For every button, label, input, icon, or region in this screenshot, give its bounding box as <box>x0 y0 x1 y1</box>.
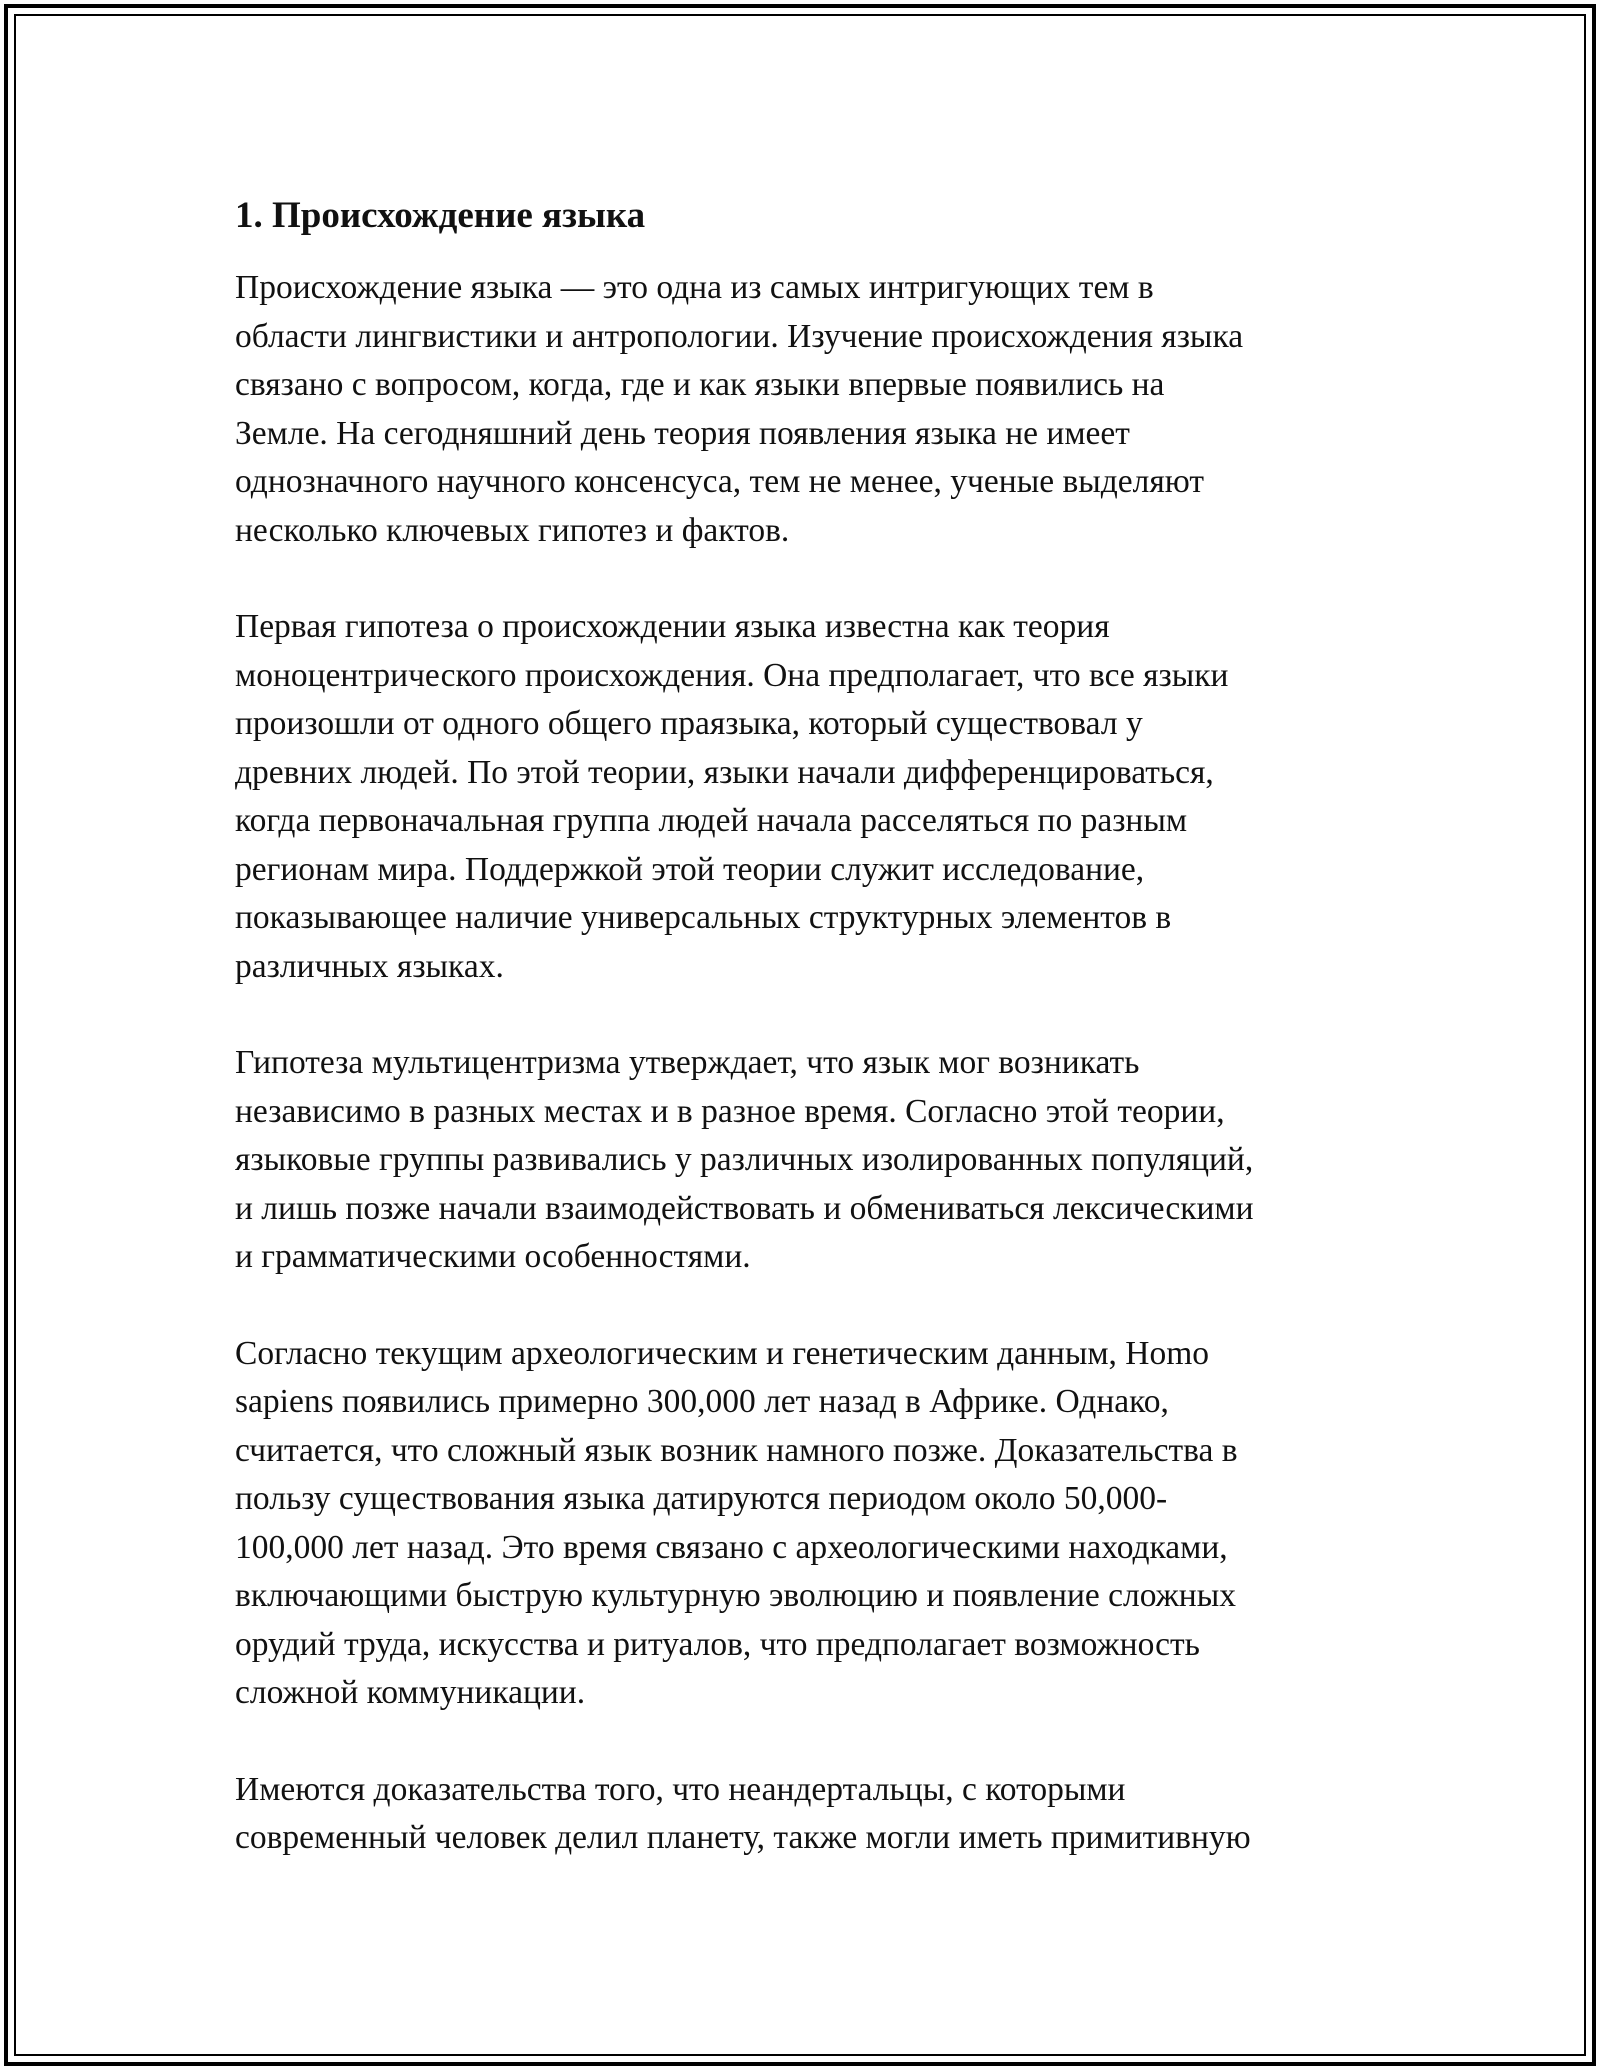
text-line: сложной коммуникации. <box>235 1674 586 1711</box>
text-line: когда первоначальная группа людей начала расселяться по разным <box>235 802 1188 839</box>
text-line: показывающее наличие универсальных структурных элементов в <box>235 899 1172 936</box>
text-line: и грамматическими особенностями. <box>235 1238 751 1275</box>
paragraph-1 <box>235 264 1365 555</box>
text-line: различных языках. <box>235 947 504 985</box>
text-line: орудий труда, искусства и ритуалов, что предполагает возможность <box>235 1625 1200 1663</box>
text-line: Имеются доказательства того, что неандертальцы, с которыми <box>235 1770 1126 1808</box>
paragraph-3 <box>235 1039 1365 1282</box>
text-line: произошли от одного общего праязыка, который существовал у <box>235 705 1143 742</box>
text-line: Земле. На сегодняшний день теория появления языка не имеет <box>235 414 1130 452</box>
text-line: однозначного научного консенсуса, тем не менее, ученые выделяют <box>235 463 1205 500</box>
text-line: 100,000 лет назад. Это время связано с археологическими находками, <box>235 1528 1228 1566</box>
text-line: Гипотеза мультицентризма утверждает, что язык мог возникать <box>235 1044 1140 1081</box>
text-line: моноцентрического происхождения. Она предполагает, что все языки <box>235 656 1229 694</box>
text-line: Согласно текущим археологическим и генетическим данным, Homo <box>235 1334 1210 1372</box>
text-line: считается, что сложный язык возник намного позже. Доказательства в <box>235 1431 1238 1469</box>
text-line: включающими быструю культурную эволюцию и появление сложных <box>235 1577 1236 1614</box>
text-line: пользу существования языка датируются периодом около 50,000- <box>235 1480 1168 1517</box>
section-heading: 1. Происхождение языка <box>235 195 646 236</box>
text-line: несколько ключевых гипотез и фактов. <box>235 511 790 549</box>
text-line: области лингвистики и антропологии. Изучение происхождения языка <box>235 317 1244 355</box>
document-page <box>235 188 1365 1911</box>
text-line: независимо в разных местах и в разное время. Согласно этой теории, <box>235 1092 1225 1130</box>
text-line: современный человек делил планету, также могли иметь примитивную <box>235 1819 1251 1856</box>
text-line: языковые группы развивались у различных изолированных популяций, <box>235 1141 1254 1178</box>
paragraph-4 <box>235 1330 1365 1718</box>
text-line: связано с вопросом, когда, где и как языки впервые появились на <box>235 366 1165 403</box>
text-line: Первая гипотеза о происхождении языка известна как теория <box>235 608 1110 645</box>
text-line: древних людей. По этой теории, языки начали дифференцироваться, <box>235 753 1214 791</box>
paragraph-5 <box>235 1766 1365 1863</box>
text-line: и лишь позже начали взаимодействовать и обмениваться лексическими <box>235 1189 1254 1227</box>
paragraph-2 <box>235 603 1365 991</box>
text-line: sapiens появились примерно 300,000 лет назад в Африке. Однако, <box>235 1383 1169 1420</box>
text-line: регионам мира. Поддержкой этой теории служит исследование, <box>235 850 1145 888</box>
text-line: Происхождение языка — это одна из самых интригующих тем в <box>235 269 1154 306</box>
